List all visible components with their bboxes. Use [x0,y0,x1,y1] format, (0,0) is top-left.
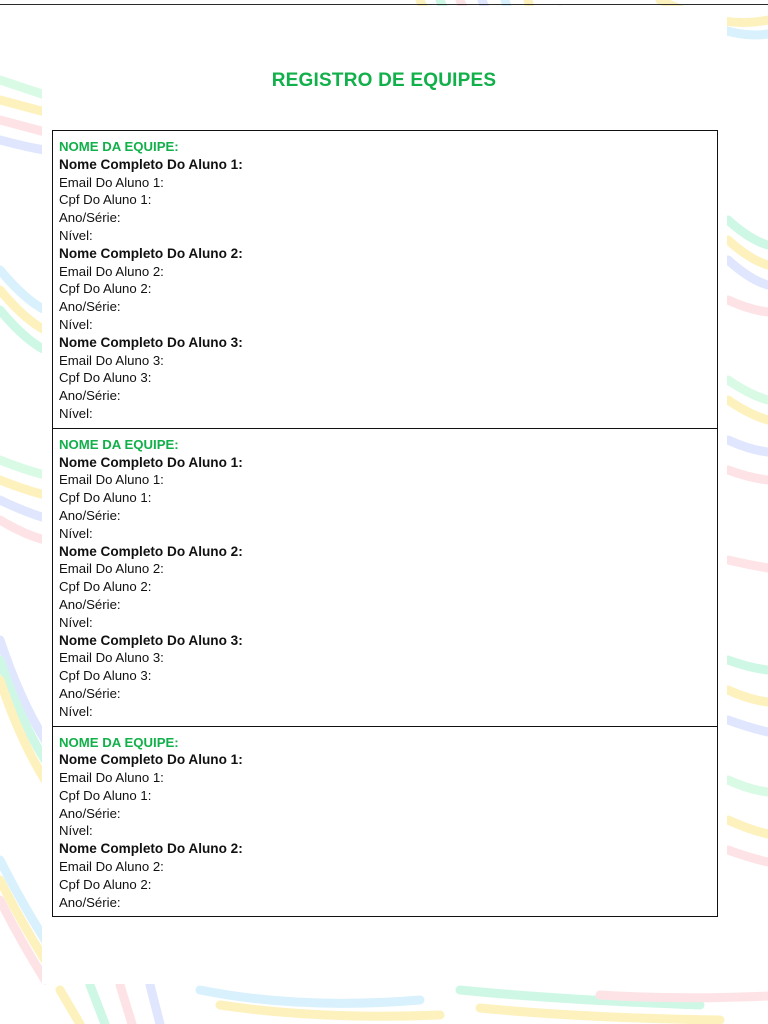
student-level-label: Nível: [59,405,93,421]
student-cpf-label: Cpf Do Aluno 1: [59,787,152,803]
student-cpf-label: Cpf Do Aluno 1: [59,490,152,506]
student-level-label: Nível: [59,823,93,839]
student-grade-label: Ano/Série: [59,805,121,821]
student-grade-label: Ano/Série: [59,596,121,612]
student-level-label: Nível: [59,316,93,332]
student-name-label: Nome Completo Do Aluno 1: [59,156,243,172]
student-email-label: Email Do Aluno 2: [59,859,164,875]
student-email-label: Email Do Aluno 1: [59,174,164,190]
student-email-label: Email Do Aluno 2: [59,263,164,279]
student-cpf-label: Cpf Do Aluno 2: [59,579,152,595]
student-email-label: Email Do Aluno 1: [59,472,164,488]
student-level-label: Nível: [59,227,93,243]
student-cpf-label: Cpf Do Aluno 3: [59,668,152,684]
student-name-label: Nome Completo Do Aluno 2: [59,245,243,261]
student-name-label: Nome Completo Do Aluno 1: [59,454,243,470]
student-email-label: Email Do Aluno 2: [59,561,164,577]
student-name-label: Nome Completo Do Aluno 2: [59,841,243,857]
student-email-label: Email Do Aluno 1: [59,770,164,786]
student-email-label: Email Do Aluno 3: [59,352,164,368]
student-grade-label: Ano/Série: [59,685,121,701]
student-grade-label: Ano/Série: [59,210,121,226]
student-cpf-label: Cpf Do Aluno 3: [59,370,152,386]
student-cpf-label: Cpf Do Aluno 2: [59,281,152,297]
student-name-label: Nome Completo Do Aluno 3: [59,632,243,648]
student-email-label: Email Do Aluno 3: [59,650,164,666]
team-block-3 [53,726,717,917]
student-cpf-label: Cpf Do Aluno 1: [59,192,152,208]
student-grade-label: Ano/Série: [59,388,121,404]
student-grade-label: Ano/Série: [59,894,121,910]
student-level-label: Nível: [59,525,93,541]
team-block-1 [53,131,717,428]
top-divider [0,4,768,5]
page-title: REGISTRO DE EQUIPES [271,70,497,91]
team-block-2 [53,428,717,726]
student-grade-label: Ano/Série: [59,299,121,315]
student-name-label: Nome Completo Do Aluno 2: [59,543,243,559]
student-level-label: Nível: [59,614,93,630]
team-name-label: NOME DA EQUIPE: [59,734,179,750]
team-registration-table [52,130,718,917]
student-name-label: Nome Completo Do Aluno 3: [59,334,243,350]
student-name-label: Nome Completo Do Aluno 1: [59,752,243,768]
team-name-label: NOME DA EQUIPE: [59,139,179,154]
student-level-label: Nível: [59,703,93,719]
student-grade-label: Ano/Série: [59,507,121,523]
student-cpf-label: Cpf Do Aluno 2: [59,876,152,892]
team-name-label: NOME DA EQUIPE: [59,436,179,452]
